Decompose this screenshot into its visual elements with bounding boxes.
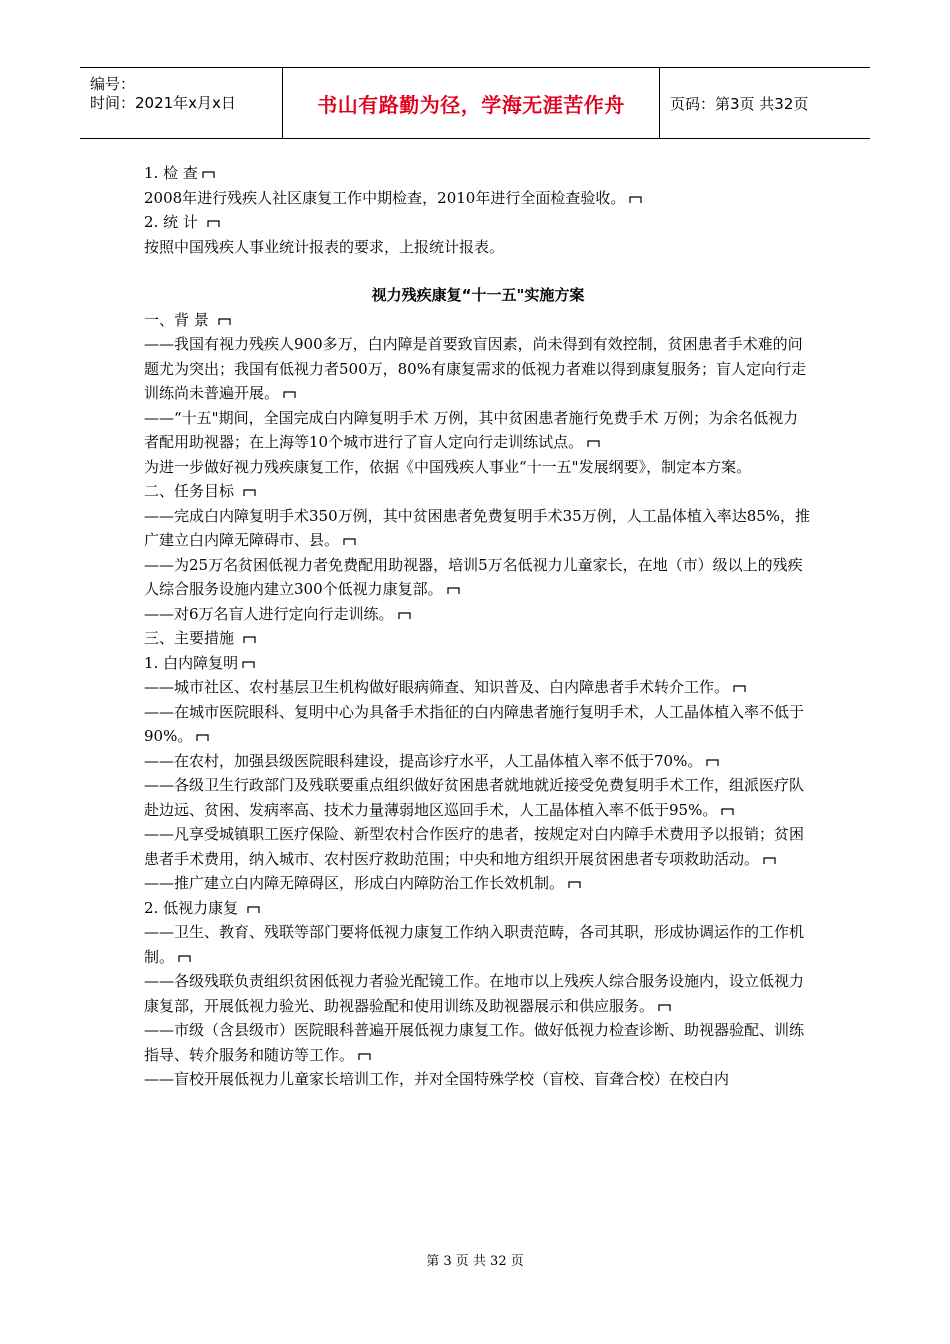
paragraph-text: 视力残疾康复“十一五"实施方案: [371, 286, 585, 304]
paragraph-mark-icon: [398, 603, 411, 613]
paragraph-text: 2008年进行残疾人社区康复工作中期检查，2010年进行全面检查验收。: [144, 188, 626, 207]
paragraph-mark-icon: [243, 480, 256, 490]
paragraph: [144, 235, 812, 260]
document-body: [144, 161, 812, 1092]
paragraph-mark-icon: [202, 162, 215, 172]
time-label: 时间：2021年x月x日: [90, 94, 236, 112]
number-label: 编号：: [90, 75, 136, 93]
paragraph-mark-icon: [629, 187, 642, 197]
paragraph-text: 二、任务目标: [144, 482, 239, 500]
paragraph-text: 三、主要措施: [144, 629, 239, 647]
page-footer: 第 3 页 共 32 页: [426, 1254, 524, 1269]
paragraph: [144, 896, 812, 921]
paragraph-text: 1. 检 查: [144, 164, 198, 182]
paragraph-text: ——在农村，加强县级医院眼科建设，提高诊疗水平，人工晶体植入率不低于70%。: [144, 751, 703, 770]
paragraph: [144, 332, 812, 406]
paragraph-text: ——凡享受城镇职工医疗保险、新型农村合作医疗的患者，按规定对白内障手术费用予以报销；贫困患者手术费用，纳入城市、农村医疗救助范围；中央和地方组织开展贫困患者专项救助活动。: [144, 825, 805, 868]
paragraph-text: 按照中国残疾人事业统计报表的要求，上报统计报表。: [144, 237, 505, 256]
paragraph-mark-icon: [243, 627, 256, 637]
paragraph-mark-icon: [178, 946, 191, 956]
paragraph-text: ——推广建立白内障无障碍区，形成白内障防治工作长效机制。: [144, 874, 565, 892]
paragraph-mark-icon: [196, 725, 209, 735]
paragraph-mark-icon: [247, 897, 260, 907]
paragraph-text: ——我国有视力残疾人900多万，白内障是首要致盲因素，尚未得到有效控制，贫困患者手术难的问题尤为突出；我国有低视力者500万，80%有康复需求的低视力者难以得到康复服务；盲人定向行走训练尚未普遍开展。: [144, 335, 806, 402]
page-info: 页码：第3页 共32页: [670, 94, 809, 113]
paragraph-text: ——在城市医院眼科、复明中心为具备手术指征的白内障患者施行复明手术，人工晶体植入率不低于90%。: [144, 702, 805, 745]
paragraph: [144, 602, 812, 627]
paragraph-text: ——卫生、教育、残联等部门要将低视力康复工作纳入职责范畴，各司其职，形成协调运作的工作机制。: [144, 923, 805, 966]
paragraph: [144, 871, 812, 896]
paragraph-mark-icon: [283, 382, 296, 392]
paragraph: [144, 969, 812, 1018]
paragraph: [144, 651, 812, 676]
paragraph-text: ——各级残联负责组织贫困低视力者验光配镜工作。在地市以上残疾人综合服务设施内，设立低视力康复部，开展低视力验光、助视器验配和使用训练及助视器展示和供应服务。: [144, 972, 805, 1015]
paragraph: [144, 210, 812, 235]
paragraph-mark-icon: [568, 872, 581, 882]
paragraph: [144, 773, 812, 822]
paragraph-mark-icon: [218, 309, 231, 319]
paragraph-mark-icon: [447, 578, 460, 588]
paragraph-text: ——市级（含县级市）医院眼科普遍开展低视力康复工作。做好低视力检查诊断、助视器验配、训练指导、转介服务和随访等工作。: [144, 1021, 805, 1064]
paragraph: [144, 700, 812, 749]
page-header: [80, 67, 870, 139]
paragraph-mark-icon: [207, 211, 220, 221]
paragraph-mark-icon: [587, 431, 600, 441]
paragraph: [144, 1018, 812, 1067]
paragraph-text: 一、背 景: [144, 310, 214, 329]
paragraph-mark-icon: [658, 995, 671, 1005]
section-title: [144, 283, 812, 308]
paragraph: [144, 455, 812, 480]
paragraph-mark-icon: [358, 1044, 371, 1054]
paragraph-text: 2. 统 计: [144, 213, 203, 231]
paragraph: [144, 504, 812, 553]
paragraph: [144, 308, 812, 333]
paragraph: [144, 920, 812, 969]
paragraph: [144, 406, 812, 455]
paragraph-text: 2. 低视力康复: [144, 898, 243, 917]
paragraph-text: ——为25万名贫困低视力者免费配用助视器，培训5万名低视力儿童家长，在地（市）级以上的残疾人综合服务设施内建立300个低视力康复部。: [144, 555, 803, 598]
paragraph-text: ——对6万名盲人进行定向行走训练。: [144, 604, 394, 623]
paragraph-text: ——各级卫生行政部门及残联要重点组织做好贫困患者就地就近接受免费复明手术工作，组派医疗队赴边远、贫困、发病率高、技术力量薄弱地区巡回手术，人工晶体植入率不低于95%。: [144, 776, 805, 819]
paragraph: [144, 553, 812, 602]
paragraph-text: ——完成白内障复明手术350万例，其中贫困患者免费复明手术35万例，人工晶体植入率达85%，推广建立白内障无障碍市、县。: [144, 506, 811, 549]
paragraph: [144, 479, 812, 504]
paragraph-mark-icon: [242, 652, 255, 662]
paragraph: [144, 822, 812, 871]
paragraph: [144, 161, 812, 186]
paragraph: [144, 749, 812, 774]
paragraph-text: ——“十五"期间，全国完成白内障复明手术 万例，其中贫困患者施行免费手术 万例；为余名低视力者配用助视器；在上海等10个城市进行了盲人定向行走训练试点。: [144, 408, 799, 451]
paragraph: [144, 186, 812, 211]
paragraph-text: 1. 白内障复明: [144, 653, 239, 672]
paragraph-mark-icon: [706, 750, 719, 760]
paragraph-mark-icon: [343, 529, 356, 539]
header-meta: [80, 68, 282, 138]
header-motto: 书山有路勤为径，学海无涯苦作舟: [317, 92, 625, 117]
paragraph-mark-icon: [721, 799, 734, 809]
paragraph-text: 为进一步做好视力残疾康复工作，依据《中国残疾人事业“十一五"发展纲要》，制定本方案。: [144, 457, 752, 476]
paragraph: [144, 626, 812, 651]
paragraph: [144, 675, 812, 700]
paragraph-mark-icon: [763, 848, 776, 858]
paragraph-text: ——城市社区、农村基层卫生机构做好眼病筛查、知识普及、白内障患者手术转介工作。: [144, 678, 730, 696]
paragraph: [144, 1067, 812, 1092]
paragraph-text: ——盲校开展低视力儿童家长培训工作，并对全国特殊学校（盲校、盲聋合校）在校白内: [144, 1070, 730, 1088]
paragraph-mark-icon: [733, 676, 746, 686]
